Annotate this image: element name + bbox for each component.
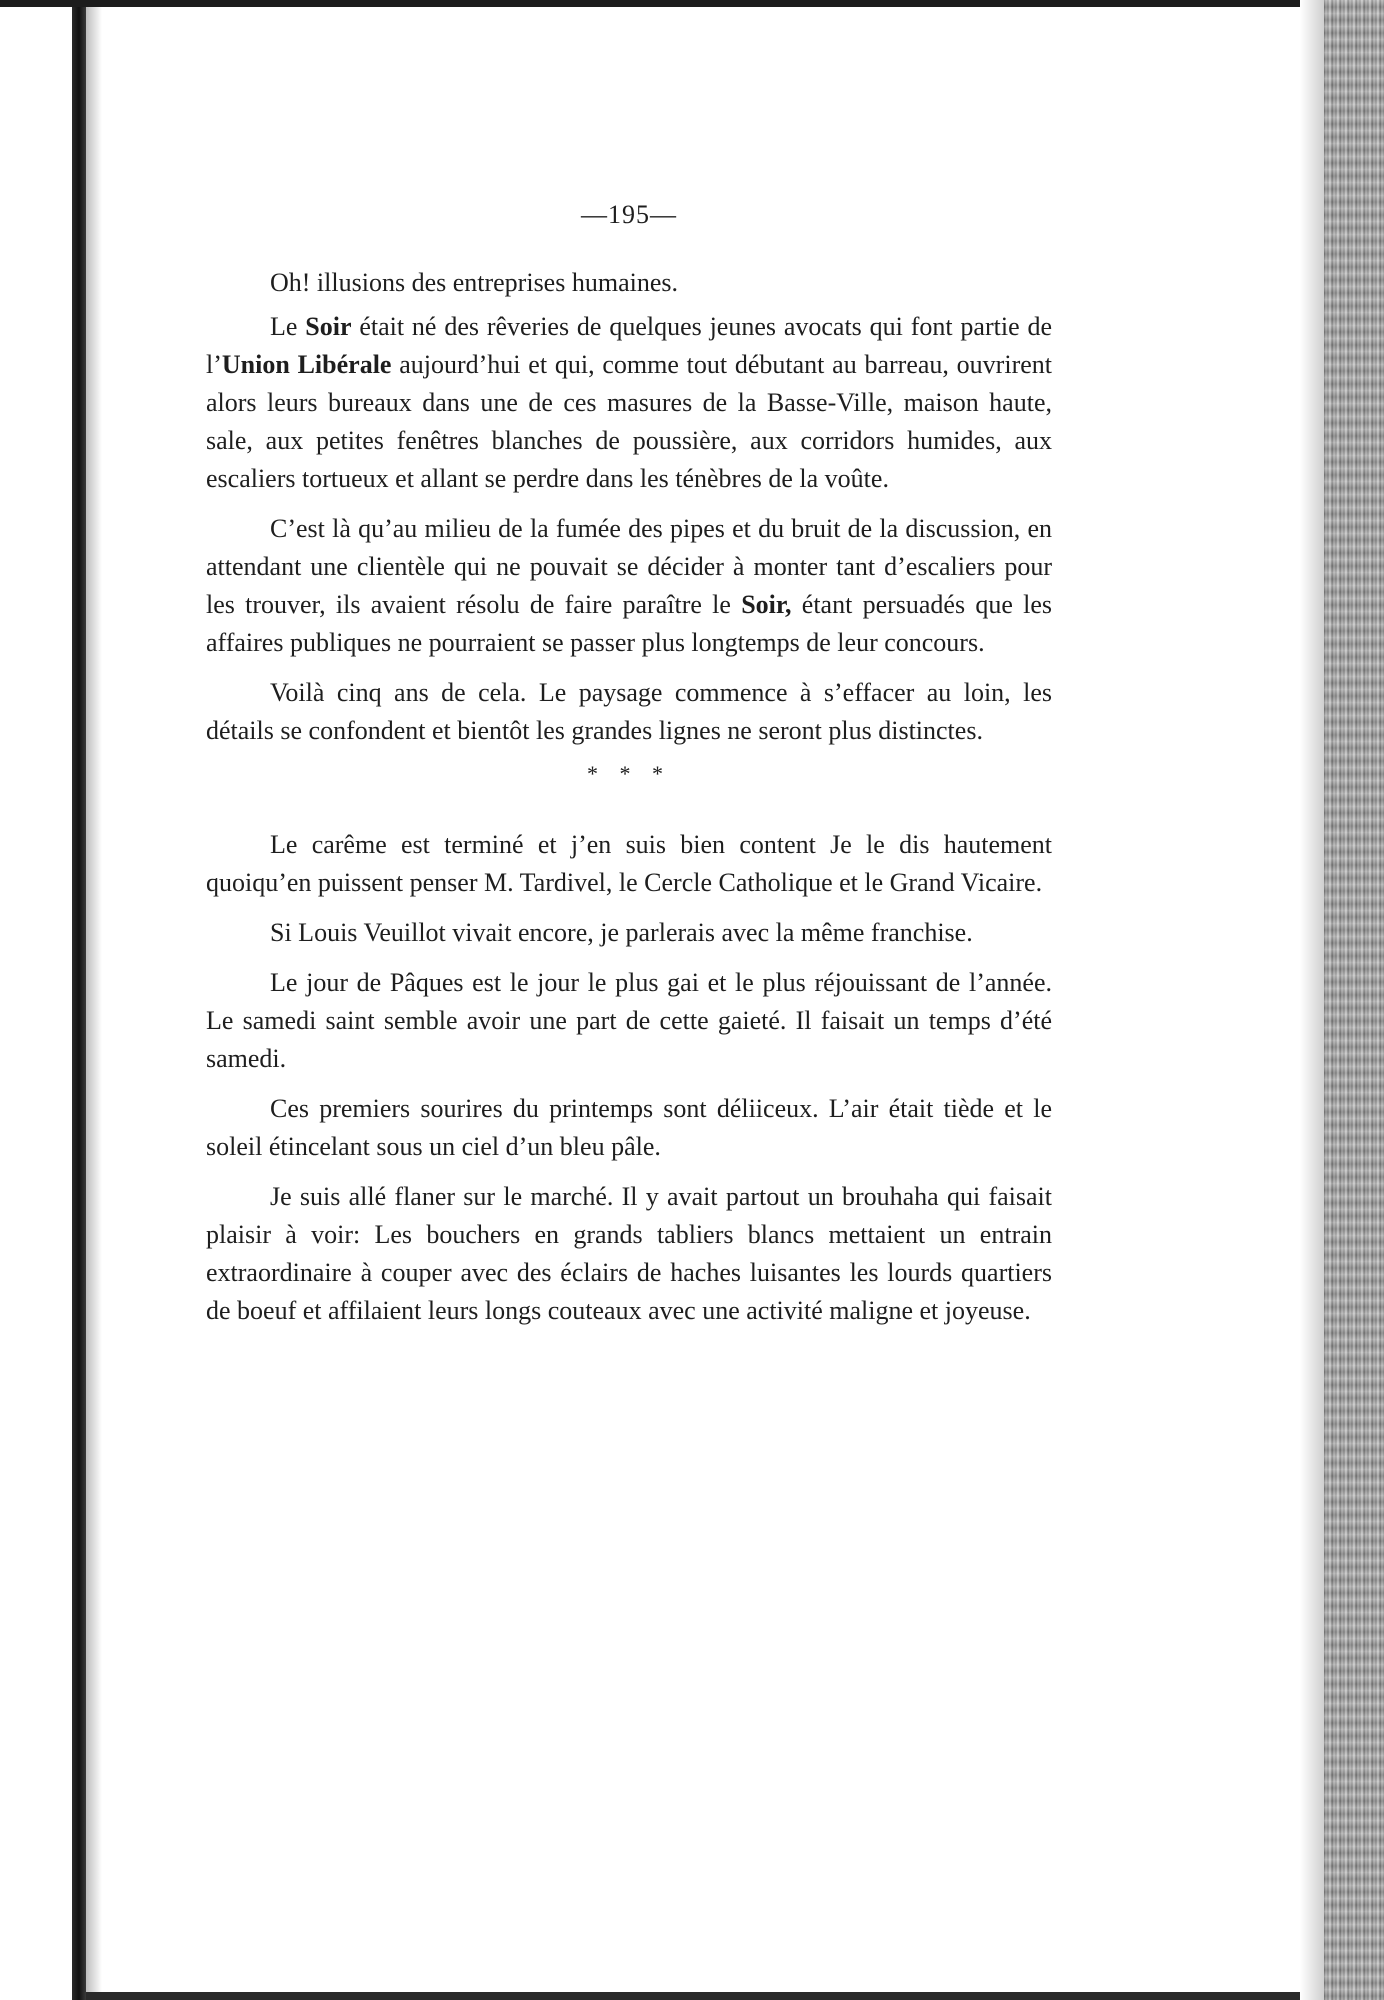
paragraph [206, 826, 1052, 902]
bold-text-run: Soir [305, 312, 352, 341]
page-text [206, 198, 1052, 1330]
text-run: Je suis allé flaner sur le marché. Il y avait partout un brouhaha qui faisait plaisir à voir: Les bouchers en grands tabliers blancs mettaient un entrain extraordinaire à couper avec des éclairs de haches luisantes les lourds quartiers de boeuf et affilaient leurs longs couteaux avec une activité maligne et joyeuse. [206, 1182, 1052, 1325]
page-number: —195— [581, 200, 677, 229]
top-page-edge [0, 0, 1384, 7]
bold-text-run: Union Libérale [221, 350, 392, 379]
paragraph [206, 510, 1052, 662]
text-run: Ces premiers sourires du printemps sont déliiceux. L’air était tiède et le soleil étincelant sous un ciel d’un bleu pâle. [206, 1094, 1052, 1161]
binding-shadow [86, 0, 102, 2000]
text-run: Le [270, 312, 306, 341]
text-run: aujourd’hui et qui, comme tout débutant au barreau, ouvrirent alors leurs bureaux dans une de ces masures de la Basse-Ville, maison haute, sale, aux petites fenêtres blanches de poussière, aux corridors humides, aux escaliers tortueux et allant se perdre dans les ténèbres de la voûte. [206, 350, 1052, 493]
text-run: Oh! illusions des entreprises humaines. [270, 268, 678, 297]
paragraph [206, 914, 1052, 952]
paragraph [206, 1178, 1052, 1330]
bold-text-run: Soir, [741, 590, 792, 619]
text-run: Si Louis Veuillot vivait encore, je parlerais avec la même franchise. [270, 918, 973, 947]
paragraph [206, 308, 1052, 498]
paragraph [206, 1090, 1052, 1166]
paragraph [206, 674, 1052, 750]
text-run: étant persuadés que les affaires publiques ne pourraient se passer plus longtemps de leur concours. [206, 590, 1053, 657]
text-run: Voilà cinq ans de cela. Le paysage commence à s’effacer au loin, les détails se confondent et bientôt les grandes lignes ne seront plus distinctes. [206, 678, 1052, 745]
left-margin [0, 0, 70, 2000]
paragraph [206, 264, 1052, 302]
paragraph [206, 964, 1052, 1078]
text-run: Le carême est terminé et j’en suis bien content Je le dis hautement quoiqu’en puissent penser M. Tardivel, le Cercle Catholique et le Grand Vicaire. [206, 830, 1052, 897]
section-separator: * * * [587, 761, 671, 786]
text-run: était né des rêveries de quelques jeunes avocats qui font partie de l’ [206, 312, 1053, 379]
bottom-page-edge [86, 1992, 1326, 2000]
book-binding-edge [72, 0, 86, 2000]
right-page-shadow [1300, 0, 1324, 2000]
text-run: C’est là qu’au milieu de la fumée des pipes et du bruit de la discussion, en attendant une clientèle qui ne pouvait se décider à monter tant d’escaliers pour les trouver, ils avaient résolu de faire paraître le [206, 514, 1052, 619]
page-stack-edge [1324, 0, 1384, 2000]
text-run: Le jour de Pâques est le jour le plus gai et le plus réjouissant de l’année. Le samedi saint semble avoir une part de cette gaieté. Il faisait un temps d’été samedi. [206, 968, 1052, 1073]
